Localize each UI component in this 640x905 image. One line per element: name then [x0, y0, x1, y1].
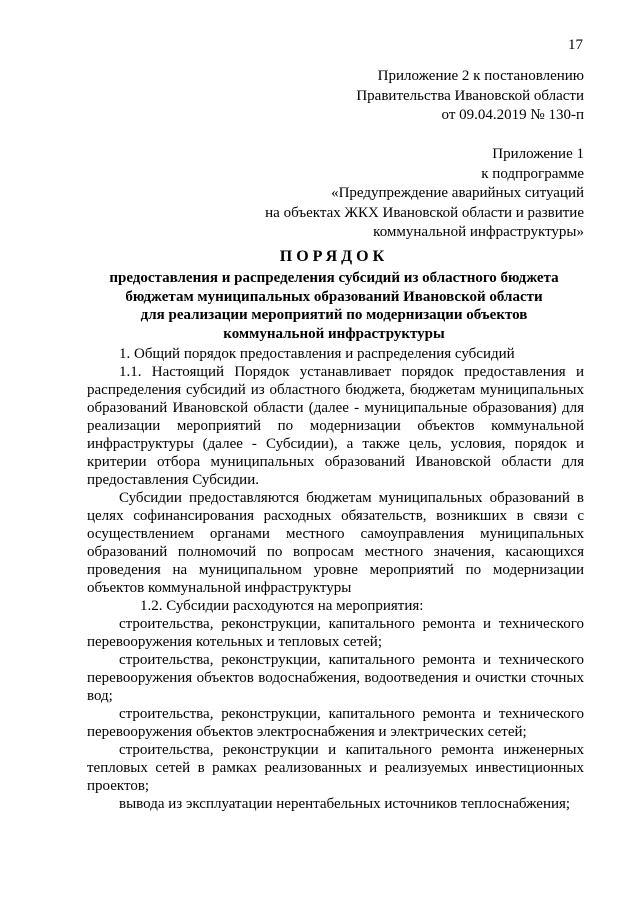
measure-item: строительства, реконструкции, капитального ремонта и технического перевооружения объектов электроснабжения и электрических сетей;: [87, 706, 584, 740]
appendix-1-line: «Предупреждение аварийных ситуаций: [331, 185, 584, 201]
paragraph-1-1: 1.1. Настоящий Порядок устанавливает порядок предоставления и распределения субсидий из областного бюджета, бюджетам муниципальных образований Ивановской области (далее - муниципальные образования) для реализации мероприятий по модернизации объектов коммунальной инфраструктуры (далее - Субсидии), а также цель, условия, порядок и критерии отбора муниципальных образований Ивановской области для предоставления Субсидии.: [87, 364, 584, 488]
appendix-2-line: Приложение 2 к постановлению: [377, 68, 584, 84]
appendix-2-line: от 09.04.2019 № 130-п: [441, 107, 584, 123]
appendix-2-header: [356, 67, 584, 126]
page-number: 17: [568, 37, 583, 53]
appendix-2-line: Правительства Ивановской области: [356, 87, 584, 104]
measure-item: строительства, реконструкции, капитального ремонта и технического перевооружения объектов водоснабжения, водоотведения и очистки сточных вод;: [87, 652, 584, 704]
document-body: [87, 345, 584, 813]
section-heading: 1. Общий порядок предоставления и распределения субсидий: [119, 346, 515, 362]
measure-item: вывода из эксплуатации нерентабельных источников теплоснабжения;: [119, 796, 571, 812]
appendix-1-line: Приложение 1: [492, 146, 584, 162]
subtitle-line: коммунальной инфраструктуры: [223, 325, 445, 342]
subtitle-line: предоставления и распределения субсидий из областного бюджета: [109, 270, 559, 286]
measure-item: строительства, реконструкции и капитального ремонта инженерных тепловых сетей в рамках реализованных и реализуемых инвестиционных проектов;: [87, 742, 584, 794]
document-title: ПОРЯДОК: [279, 248, 389, 265]
document-subtitle: [80, 269, 588, 343]
measure-item: строительства, реконструкции, капитального ремонта и технического перевооружения котельных и тепловых сетей;: [87, 616, 584, 650]
subtitle-line: для реализации мероприятий по модернизации объектов: [140, 307, 528, 323]
paragraph-subsidy-purpose: Субсидии предоставляются бюджетам муниципальных образований в целях софинансирования расходных обязательств, возникших в связи с осуществлением органами местного самоуправления муниципальных образований полномочий по вопросам местного значения, касающихся проведения на муниципальном уровне мероприятий по модернизации объектов коммунальной инфраструктуры: [87, 490, 584, 596]
subtitle-line: бюджетам муниципальных образований Ивановской области: [125, 288, 543, 305]
document-title-block: [80, 247, 588, 343]
appendix-1-line: на объектах ЖКХ Ивановской области и развитие: [265, 204, 584, 221]
appendix-1-line: к подпрограмме: [481, 165, 584, 182]
appendix-1-header: [265, 145, 584, 243]
appendix-1-line: коммунальной инфраструктуры»: [373, 224, 584, 240]
paragraph-1-2: 1.2. Субсидии расходуются на мероприятия:: [140, 598, 424, 614]
